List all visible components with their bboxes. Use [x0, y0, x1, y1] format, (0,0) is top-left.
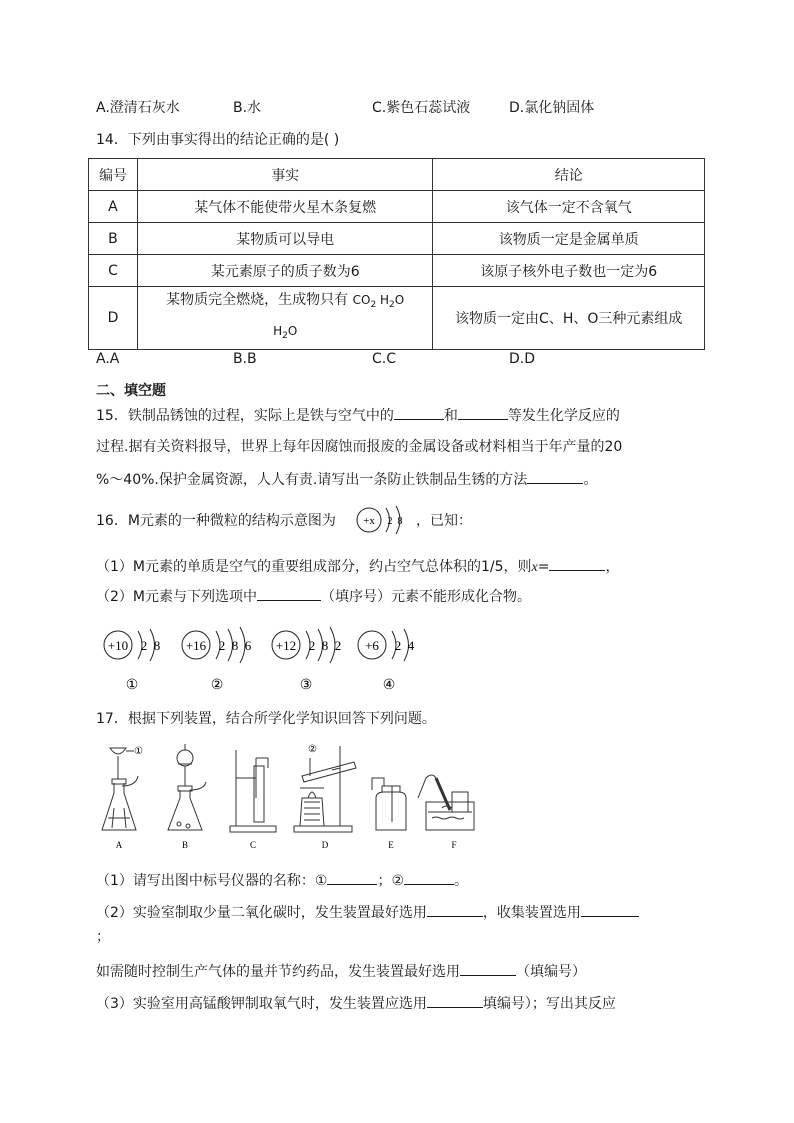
q15-blank-3[interactable]: [527, 468, 583, 484]
q17-stem: 17．根据下列装置，结合所学化学知识回答下列问题。: [96, 711, 436, 727]
electron-count: 2: [218, 638, 226, 653]
q17-part3: （3）实验室用高锰酸钾制取氧气时，发生装置应选用 填编号）；写出其反应: [96, 992, 616, 1013]
header-fact: 事实: [137, 159, 433, 191]
q17-blank-5[interactable]: [460, 960, 516, 976]
q15-blank-1[interactable]: [394, 404, 444, 420]
q17-blank-4[interactable]: [581, 901, 639, 917]
q17-part2-line2: 如需随时控制生产气体的量并节约药品，发生装置最好选用 （填编号）: [96, 960, 586, 981]
row-id: C: [89, 255, 138, 287]
q13-option-a: A.澄清石灰水: [96, 100, 180, 116]
atom-nucleus: +16: [185, 638, 207, 653]
electron-count: 4: [407, 638, 415, 653]
apparatus-c: [230, 750, 276, 832]
apparatus-f: [418, 775, 474, 830]
table-header-row: [89, 159, 705, 191]
label-c: C: [249, 840, 257, 850]
atom-nucleus: +12: [275, 638, 297, 653]
row-conclusion: 该气体一定不含氧气: [433, 191, 705, 223]
q15-blank-2[interactable]: [458, 404, 508, 420]
table-row: [89, 223, 705, 255]
atom-label: ②: [210, 678, 224, 693]
atom-nucleus: +6: [365, 638, 379, 653]
marker-1: ①: [134, 746, 143, 757]
q15-line3: %～40%.保护金属资源，人人有责.请写出一条防止铁制品生锈的方法 。: [96, 468, 597, 489]
atom-4: [358, 629, 415, 693]
q13-option-c: C.紫色石蕊试液: [372, 100, 471, 116]
row-conclusion: 该原子核外电子数也一定为6: [433, 255, 705, 287]
row-id: A: [89, 191, 138, 223]
electron-count: 8: [321, 638, 329, 653]
row-conclusion: 该物质一定是金属单质: [433, 223, 705, 255]
atom-label: ④: [382, 678, 396, 693]
q14-option-d: D.D: [509, 351, 536, 367]
atom-nucleus: +10: [107, 638, 129, 653]
atom-diagrams: [100, 625, 440, 695]
q14-option-b: B.B: [233, 351, 257, 367]
label-e: E: [388, 840, 394, 850]
label-b: B: [181, 840, 189, 850]
q17-blank-6[interactable]: [427, 992, 483, 1008]
q15-line1: 15．铁制品锈蚀的过程，实际上是铁与空气中的 和 等发生化学反应的: [96, 404, 620, 425]
electron-count: 2: [387, 516, 393, 527]
row-fact: 某元素原子的质子数为6: [137, 255, 433, 287]
label-a: A: [115, 840, 123, 850]
q17-part1: （1）请写出图中标号仪器的名称：① ；② 。: [96, 869, 468, 890]
q16-stem-b: ，已知：: [416, 513, 472, 529]
apparatus-e: [372, 778, 406, 830]
q17-blank-3[interactable]: [427, 901, 483, 917]
q14-option-a: A.A: [96, 351, 120, 367]
row-fact: 某气体不能使带火星木条复燃: [137, 191, 433, 223]
table-row: [89, 255, 705, 287]
electron-count: 2: [308, 638, 316, 653]
atom-1: [104, 629, 160, 693]
q16-stem-a: 16．M元素的一种微粒的结构示意图为: [96, 513, 336, 529]
header-conclusion: 结论: [433, 159, 705, 191]
nucleus-charge: +x: [363, 515, 375, 527]
m-particle-diagram: [353, 500, 423, 540]
atom-label: ①: [125, 678, 139, 693]
lab-apparatus-figure: [96, 738, 486, 853]
q14-stem: 14．下列由事实得出的结论正确的是( ): [96, 132, 340, 148]
apparatus-a: [102, 748, 138, 830]
row-fact-prefix: 某物质完全燃烧，生成物只有: [166, 292, 349, 308]
q16-blank-2[interactable]: [257, 585, 321, 601]
electron-count: 2: [140, 638, 148, 653]
q14-table: [88, 158, 705, 350]
q13-option-b: B.水: [233, 100, 262, 116]
table-row: [89, 191, 705, 223]
q17-blank-2[interactable]: [404, 869, 454, 885]
row-id: B: [89, 223, 138, 255]
apparatus-d: [294, 746, 356, 832]
section-title: 二、填空题: [96, 383, 166, 399]
atom-2: [182, 627, 252, 693]
electron-count: 2: [394, 638, 402, 653]
q16-part2: （2）M元素与下列选项中 （填序号）元素不能形成化合物。: [96, 585, 531, 606]
apparatus-b: [168, 744, 206, 830]
header-id: 编号: [89, 159, 138, 191]
q17-part2-tail: ；: [96, 929, 110, 945]
label-f: F: [451, 840, 457, 850]
q17-blank-1[interactable]: [327, 869, 377, 885]
marker-2: ②: [308, 744, 317, 755]
q14-option-c: C.C: [372, 351, 397, 367]
formula-h2o: $H_2O$: [273, 324, 298, 341]
electron-count: 8: [231, 638, 239, 653]
row-fact: 某物质可以导电: [137, 223, 433, 255]
row-fact: [137, 287, 433, 350]
electron-count: 8: [153, 638, 161, 653]
atom-label: ③: [299, 678, 313, 693]
electron-count: 2: [334, 638, 342, 653]
label-d: D: [321, 840, 329, 850]
q16-blank-1[interactable]: [549, 555, 605, 571]
electron-count: 6: [244, 638, 252, 653]
q16-part1: （1）M元素的单质是空气的重要组成部分，约占空气总体积的1/5，则x= ，: [96, 555, 619, 576]
row-conclusion: 该物质一定由C、H、O三种元素组成: [433, 287, 705, 350]
table-row: [89, 287, 705, 350]
q13-option-d: D.氯化钠固体: [509, 100, 595, 116]
row-id: D: [89, 287, 138, 350]
electron-count: 8: [397, 516, 403, 527]
atom-3: [272, 627, 341, 693]
q17-part2: （2）实验室制取少量二氧化碳时，发生装置最好选用 ，收集装置选用: [96, 901, 639, 922]
formula-co2: $CO_2$ $H_2O$: [352, 293, 405, 310]
q15-line2: 过程.据有关资料报导，世界上每年因腐蚀而报废的金属设备或材料相当于年产量的20: [96, 439, 623, 455]
